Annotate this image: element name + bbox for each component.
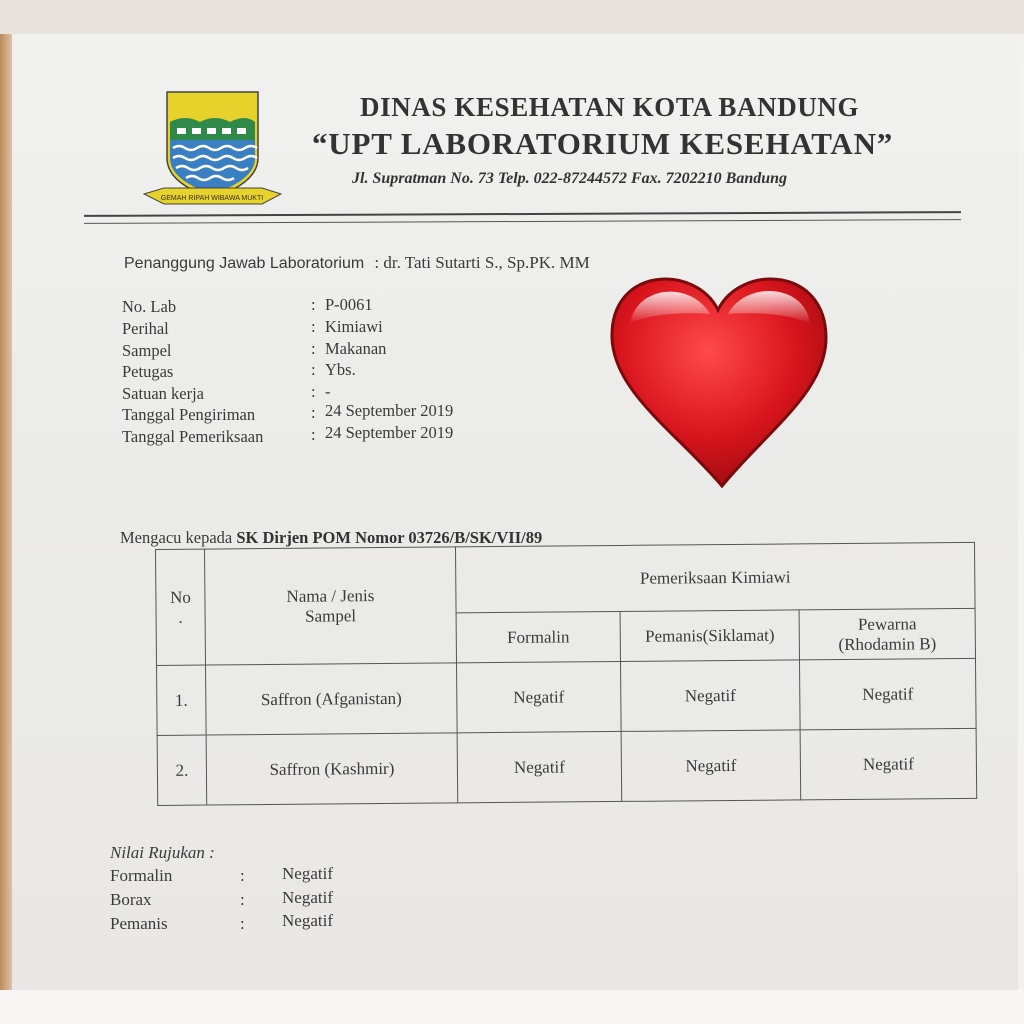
ref-item-colon: :: [240, 890, 245, 909]
header-sweetener: Pemanis(Siklamat): [620, 610, 799, 662]
bandung-coat-of-arms-logo: [140, 88, 285, 213]
cell-sample-name: Saffron (Afganistan): [206, 663, 458, 735]
cell-sweetener: Negatif: [620, 660, 800, 732]
heart-icon: [606, 262, 830, 492]
header-dye: Pewarna (Rhodamin B): [799, 608, 975, 660]
ref-item-value: Negatif: [282, 864, 333, 883]
responsible-value: : dr. Tati Sutarti S., Sp.PK. MM: [374, 253, 590, 272]
cell-no: 1.: [157, 665, 207, 735]
info-label: Satuan kerja: [122, 384, 205, 403]
info-colon: :: [311, 295, 316, 314]
header-formalin: Formalin: [456, 611, 620, 662]
header-address: Jl. Supratman No. 73 Telp. 022-87244572 Fax. 7202210 Bandung: [352, 170, 788, 187]
info-label: Tanggal Pengiriman: [122, 405, 256, 424]
info-colon: :: [311, 403, 316, 422]
info-value: Makanan: [325, 339, 387, 358]
reference-decree-number: SK Dirjen POM Nomor 03726/B/SK/VII/89: [236, 528, 543, 547]
responsible-label: Penanggung Jawab Laboratorium: [124, 255, 365, 272]
info-label: Petugas: [122, 362, 174, 381]
info-label: No. Lab: [122, 297, 177, 316]
table-row: [157, 728, 977, 805]
info-value: P-0061: [325, 295, 373, 314]
info-colon: :: [311, 317, 316, 336]
info-colon: :: [311, 339, 316, 358]
ref-item-value: Negatif: [282, 911, 333, 930]
header-no: No .: [156, 549, 206, 665]
header-sample-name: Nama / Jenis Sampel: [205, 547, 457, 665]
svg-text:GEMAH RIPAH WIBAWA MUKTI: GEMAH RIPAH WIBAWA MUKTI: [160, 195, 264, 202]
results-table: [155, 542, 977, 806]
ref-item-colon: :: [240, 914, 245, 933]
ref-item-colon: :: [240, 866, 245, 885]
info-value: Kimiawi: [325, 317, 383, 336]
responsible-person: [124, 253, 590, 273]
info-label: Tanggal Pemeriksaan: [122, 427, 264, 446]
cell-sweetener: Negatif: [621, 730, 801, 802]
background-table-top: [0, 0, 1024, 34]
background-wood-edge: [0, 34, 12, 994]
cell-formalin: Negatif: [457, 731, 622, 802]
info-value: -: [325, 382, 331, 401]
header-chemical-exam: Pemeriksaan Kimiawi: [455, 542, 975, 613]
table-row: [157, 658, 977, 735]
info-label: Sampel: [122, 341, 172, 360]
info-value: 24 September 2019: [325, 401, 454, 420]
header-lab-name: “UPT LABORATORIUM KESEHATAN”: [312, 126, 894, 161]
reference-prefix: Mengacu kepada: [120, 528, 233, 547]
header-agency-name: DINAS KESEHATAN KOTA BANDUNG: [360, 92, 860, 122]
info-label: Perihal: [122, 319, 169, 338]
cell-dye: Negatif: [799, 658, 976, 730]
info-colon: :: [311, 360, 316, 379]
reference-values-title: Nilai Rujukan :: [110, 843, 215, 862]
ref-item-label: Borax: [110, 890, 152, 909]
info-value: 24 September 2019: [325, 423, 454, 442]
info-value: Ybs.: [325, 360, 356, 379]
reference-decree: [120, 528, 542, 548]
info-colon: :: [311, 382, 316, 401]
cell-formalin: Negatif: [457, 661, 622, 732]
info-colon: :: [311, 425, 316, 444]
ref-item-value: Negatif: [282, 888, 333, 907]
cell-dye: Negatif: [800, 728, 977, 800]
ref-item-label: Pemanis: [110, 914, 168, 933]
ref-item-label: Formalin: [110, 866, 173, 885]
background-bottom: [0, 990, 1024, 1024]
cell-no: 2.: [157, 735, 207, 805]
cell-sample-name: Saffron (Kashmir): [206, 733, 458, 805]
